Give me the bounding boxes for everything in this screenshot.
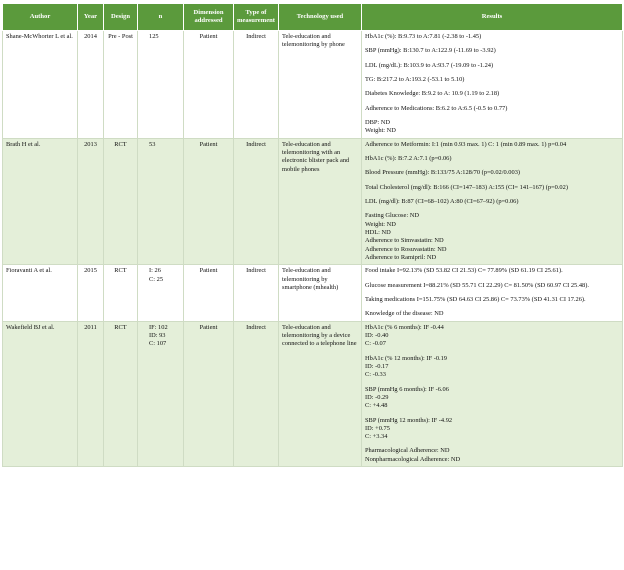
cell-year: 2015 xyxy=(78,265,104,321)
n-value: I: 26 xyxy=(149,267,161,275)
result-line: SBP (mmHg): B:130.7 to A:122.9 (-11.69 to -3.92) xyxy=(365,47,496,55)
result-line: HbA1c (% 12 months): IF -0.19 xyxy=(365,354,448,362)
cell-n xyxy=(138,138,184,265)
result-line: C: +4.48 xyxy=(365,402,388,410)
result-line: Food intake I=92.13% (SD 53.82 CI 21.53) C= 77.89% (SD 61.19 CI 25.61). xyxy=(365,267,563,275)
header-author: Author xyxy=(3,4,78,31)
result-group xyxy=(365,62,619,70)
result-line: Weight: ND xyxy=(365,127,396,135)
header-technology: Technology used xyxy=(279,4,362,31)
result-group xyxy=(365,267,619,275)
result-line: LDL (mg/dl): B:87 (CI=68–102) A:80 (CI=67–92) (p=0.06) xyxy=(365,197,519,205)
cell-results xyxy=(362,31,623,139)
result-line: Adherence to Medications: B:6.2 to A:6.5 (-0.5 to 0.77) xyxy=(365,104,508,112)
result-group xyxy=(365,155,619,163)
result-line: C: -0.07 xyxy=(365,340,386,348)
result-group xyxy=(365,119,619,136)
result-group xyxy=(365,105,619,113)
result-line: ID: -0.40 xyxy=(365,331,389,339)
result-line: LDL (mg/dL): B:103.9 to A:93.7 (-19.09 to -1.24) xyxy=(365,61,494,69)
cell-design: RCT xyxy=(104,138,138,265)
cell-technology: Tele-education and telemonitoring by a device connected to a telephone line xyxy=(279,321,362,467)
result-line: Blood Pressure (mmHg): B:133/75 A:128/70 (p=0.02/0.003) xyxy=(365,169,521,177)
results-table xyxy=(2,3,623,467)
result-line: HbA1c (% 6 months): IF -0.44 xyxy=(365,323,444,331)
n-value: C: 107 xyxy=(149,340,167,348)
cell-n xyxy=(138,321,184,467)
cell-dimension: Patient xyxy=(184,321,234,467)
cell-results xyxy=(362,321,623,467)
result-group xyxy=(365,90,619,98)
header-n: n xyxy=(138,4,184,31)
cell-design: RCT xyxy=(104,265,138,321)
cell-design: RCT xyxy=(104,321,138,467)
result-group xyxy=(365,169,619,177)
cell-technology: Tele-education and telemonitoring by phone xyxy=(279,31,362,139)
result-line: HbA1c (%): B:7.2 A:7.1 (p=0.06) xyxy=(365,154,452,162)
result-line: Adherence to Simvastatin: ND xyxy=(365,237,444,245)
result-group xyxy=(365,76,619,84)
result-group xyxy=(365,310,619,318)
header-year: Year xyxy=(78,4,104,31)
n-value: IF: 102 xyxy=(149,323,168,331)
cell-author: Shane-McWhorter L et al. xyxy=(3,31,78,139)
result-line: DBP: ND xyxy=(365,118,391,126)
cell-dimension: Patient xyxy=(184,138,234,265)
result-group xyxy=(365,47,619,55)
cell-author: Brath H et al. xyxy=(3,138,78,265)
cell-year: 2014 xyxy=(78,31,104,139)
result-group xyxy=(365,417,619,442)
result-line: C: -0.33 xyxy=(365,371,386,379)
cell-measurement: Indirect xyxy=(234,31,279,139)
n-value: 53 xyxy=(149,140,156,148)
cell-design: Pre - Post xyxy=(104,31,138,139)
cell-measurement: Indirect xyxy=(234,265,279,321)
result-line: HbA1c (%): B:9.73 to A:7.81 (-2.38 to -1.45) xyxy=(365,33,482,40)
result-line: Taking medications I=151.75% (SD 64.63 CI 25.86) C= 73.73% (SD 41.31 CI 17.26). xyxy=(365,295,586,303)
result-group xyxy=(365,198,619,206)
result-line: SBP (mmHg 6 months): IF -6.06 xyxy=(365,385,449,393)
cell-technology: Tele-education and telemonitoring by smartphone (mhealth) xyxy=(279,265,362,321)
result-group xyxy=(365,282,619,290)
table-body xyxy=(3,31,623,467)
result-line: HDL: ND xyxy=(365,228,391,236)
result-line: Glucose measurement I=88.21% (SD 55.71 CI 22.29) C= 81.50% (SD 60.97 CI 25.48). xyxy=(365,281,589,289)
n-value: C: 25 xyxy=(149,275,164,283)
result-line: Pharmacological Adherence: ND xyxy=(365,447,450,455)
result-line: Adherence to Ramipril: ND xyxy=(365,253,437,261)
cell-technology: Tele-education and telemonitoring with an electronic blister pack and mobile phones xyxy=(279,138,362,265)
result-line: ID: -0.17 xyxy=(365,362,389,370)
result-line: Adherence to Rosuvastatin: ND xyxy=(365,245,447,253)
result-group xyxy=(365,296,619,304)
header-results: Results xyxy=(362,4,623,31)
cell-dimension: Patient xyxy=(184,31,234,139)
header-dimension: Dimension addressed xyxy=(184,4,234,31)
table-row xyxy=(3,31,623,139)
n-value: 125 xyxy=(149,33,159,40)
result-line: TG: B:217.2 to A:193.2 (-53.1 to 5.10) xyxy=(365,75,465,83)
result-line: Weight: ND xyxy=(365,220,396,228)
cell-n xyxy=(138,265,184,321)
result-group xyxy=(365,33,619,41)
result-line: Fasting Glucose: ND xyxy=(365,212,419,220)
result-line: SBP (mmHg 12 months): IF -4.92 xyxy=(365,416,453,424)
result-line: Nonpharmacological Adherence: ND xyxy=(365,455,461,463)
table-row xyxy=(3,265,623,321)
result-group xyxy=(365,141,619,149)
result-line: Adherence to Metformin: I:1 (min 0.93 max. 1) C: 1 (min 0.89 max. 1) p=0.04 xyxy=(365,140,567,148)
cell-author: Fioravanti A et al. xyxy=(3,265,78,321)
result-group xyxy=(365,212,619,262)
cell-year: 2011 xyxy=(78,321,104,467)
result-group xyxy=(365,386,619,411)
table-row xyxy=(3,138,623,265)
cell-results xyxy=(362,265,623,321)
header-measurement: Type of measurement xyxy=(234,4,279,31)
result-line: Knowledge of the disease: ND xyxy=(365,310,444,318)
result-group xyxy=(365,447,619,464)
result-group xyxy=(365,184,619,192)
n-value: ID: 93 xyxy=(149,331,166,339)
result-line: ID: +0.75 xyxy=(365,424,390,432)
result-line: Diabetes Knowledge: B:9.2 to A: 10.9 (1.19 to 2.18) xyxy=(365,90,500,98)
result-line: Total Cholesterol (mg/dl): B:166 (CI=147–183) A:155 (CI= 141–167) (p=0.02) xyxy=(365,183,568,191)
result-group xyxy=(365,324,619,349)
cell-n xyxy=(138,31,184,139)
cell-year: 2013 xyxy=(78,138,104,265)
result-line: C: +3.34 xyxy=(365,433,388,441)
table-row xyxy=(3,321,623,467)
result-group xyxy=(365,355,619,380)
cell-measurement: Indirect xyxy=(234,138,279,265)
cell-author: Wakefield BJ et al. xyxy=(3,321,78,467)
result-line: ID: -0.29 xyxy=(365,393,389,401)
header-row xyxy=(3,4,623,31)
cell-results xyxy=(362,138,623,265)
cell-measurement: Indirect xyxy=(234,321,279,467)
header-design: Design xyxy=(104,4,138,31)
cell-dimension: Patient xyxy=(184,265,234,321)
